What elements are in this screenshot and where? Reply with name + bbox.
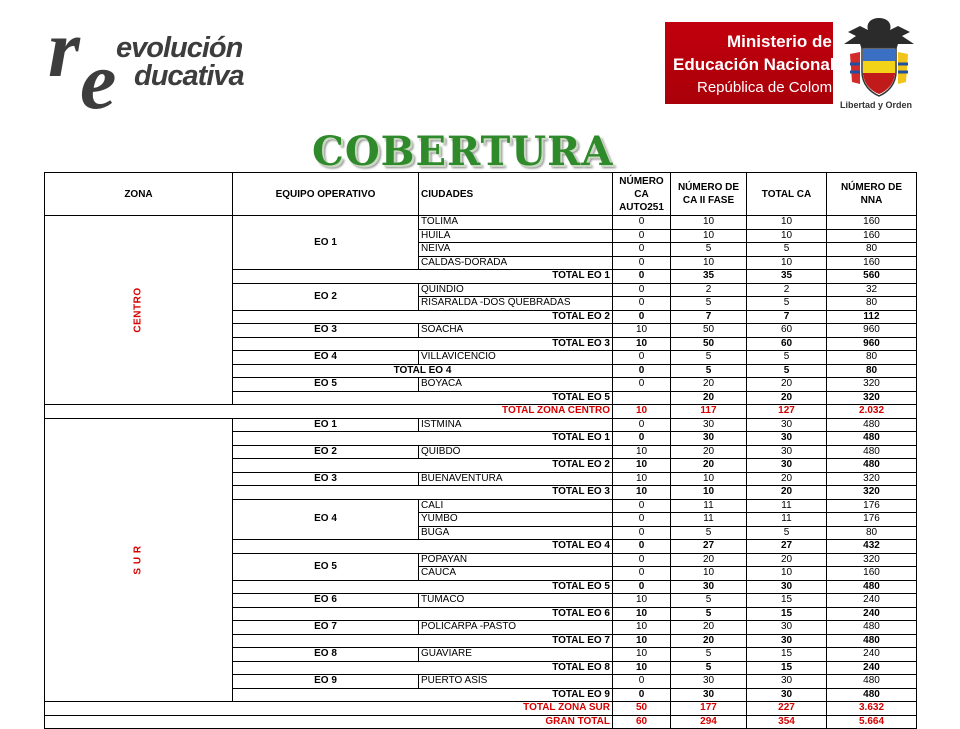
value-cell: 0	[613, 283, 671, 297]
city-cell: RISARALDA -DOS QUEBRADAS	[419, 297, 613, 311]
value-cell: 480	[827, 634, 917, 648]
grand-total-row	[45, 715, 917, 729]
city-cell: QUIBDÓ	[419, 445, 613, 459]
ministry-line-1: Ministerio de	[727, 32, 832, 51]
value-cell	[613, 391, 671, 405]
subtotal-label: TOTAL EO 9	[233, 688, 613, 702]
value-cell: 11	[747, 499, 827, 513]
value-cell: 480	[827, 459, 917, 473]
city-cell: BUENAVENTURA	[419, 472, 613, 486]
value-cell: 0	[613, 229, 671, 243]
value-cell: 20	[671, 621, 747, 635]
value-cell: 50	[671, 337, 747, 351]
value-cell: 5	[671, 351, 747, 365]
value-cell: 240	[827, 661, 917, 675]
logo-letter-r: r	[48, 3, 80, 94]
value-cell: 160	[827, 229, 917, 243]
value-cell: 5	[671, 594, 747, 608]
value-cell: 10	[747, 216, 827, 230]
value-cell: 0	[613, 243, 671, 257]
eo-cell: EO 2	[233, 283, 419, 310]
subtotal-label: TOTAL EO 5	[233, 580, 613, 594]
value-cell: 50	[671, 324, 747, 338]
value-cell: 960	[827, 337, 917, 351]
value-cell: 10	[747, 567, 827, 581]
subtotal-label: TOTAL EO 3	[233, 337, 613, 351]
value-cell: 20	[747, 391, 827, 405]
value-cell: 10	[613, 661, 671, 675]
value-cell: 30	[671, 580, 747, 594]
value-cell: 20	[747, 486, 827, 500]
value-cell: 35	[671, 270, 747, 284]
city-cell: NEIVA	[419, 243, 613, 257]
value-cell: 177	[671, 702, 747, 716]
value-cell: 10	[671, 472, 747, 486]
value-cell: 15	[747, 648, 827, 662]
eo-cell: EO 2	[233, 445, 419, 459]
ministry-logo	[665, 22, 853, 104]
value-cell: 227	[747, 702, 827, 716]
value-cell: 11	[747, 513, 827, 527]
value-cell: 0	[613, 513, 671, 527]
value-cell: 10	[671, 229, 747, 243]
value-cell: 2	[671, 283, 747, 297]
value-cell: 30	[747, 459, 827, 473]
city-cell: TUMACO	[419, 594, 613, 608]
subtotal-label: TOTAL EO 5	[233, 391, 613, 405]
city-cell: ISTMINA	[419, 418, 613, 432]
value-cell: 5	[747, 526, 827, 540]
value-cell: 20	[671, 634, 747, 648]
value-cell: 320	[827, 472, 917, 486]
value-cell: 5	[747, 243, 827, 257]
value-cell: 0	[613, 540, 671, 554]
value-cell: 480	[827, 580, 917, 594]
value-cell: 11	[671, 513, 747, 527]
value-cell: 5	[671, 526, 747, 540]
subtotal-label: TOTAL EO 4	[233, 364, 613, 378]
crest-motto: Libertad y Orden	[840, 100, 913, 110]
table-row	[45, 216, 917, 230]
value-cell: 0	[613, 567, 671, 581]
value-cell: 11	[671, 499, 747, 513]
value-cell: 10	[613, 594, 671, 608]
value-cell: 10	[613, 324, 671, 338]
zone-total-row	[45, 405, 917, 419]
subtotal-label: TOTAL EO 2	[233, 459, 613, 473]
header-total-ca: TOTAL CA	[747, 173, 827, 216]
value-cell: 60	[747, 324, 827, 338]
eo-cell: EO 5	[233, 553, 419, 580]
value-cell: 480	[827, 675, 917, 689]
value-cell: 2.032	[827, 405, 917, 419]
value-cell: 112	[827, 310, 917, 324]
logo-word-educativa: ducativa	[134, 60, 244, 92]
zone-total-row	[45, 702, 917, 716]
value-cell: 5	[747, 297, 827, 311]
value-cell: 7	[747, 310, 827, 324]
subtotal-label: TOTAL EO 3	[233, 486, 613, 500]
zone-sur-cell	[45, 418, 233, 702]
zone-sur-label: S U R	[132, 545, 144, 575]
value-cell: 50	[613, 702, 671, 716]
value-cell: 15	[747, 661, 827, 675]
ministry-line-2: Educación Nacional	[673, 55, 835, 74]
value-cell: 432	[827, 540, 917, 554]
subtotal-label: TOTAL EO 7	[233, 634, 613, 648]
revolucion-educativa-logo	[46, 3, 256, 126]
value-cell: 2	[747, 283, 827, 297]
value-cell: 0	[613, 378, 671, 392]
header-numero-ca-auto251: NÚMERO CA AUTO251	[613, 173, 671, 216]
value-cell: 320	[827, 553, 917, 567]
value-cell: 320	[827, 391, 917, 405]
value-cell: 10	[613, 459, 671, 473]
value-cell: 5	[747, 364, 827, 378]
value-cell: 480	[827, 688, 917, 702]
value-cell: 20	[747, 472, 827, 486]
page-title: COBERTURA	[312, 128, 614, 175]
value-cell: 10	[613, 648, 671, 662]
value-cell: 0	[613, 351, 671, 365]
value-cell: 5	[671, 243, 747, 257]
value-cell: 176	[827, 513, 917, 527]
value-cell: 10	[613, 472, 671, 486]
value-cell: 240	[827, 648, 917, 662]
value-cell: 10	[671, 567, 747, 581]
value-cell: 32	[827, 283, 917, 297]
subtotal-label: TOTAL EO 2	[233, 310, 613, 324]
eo-cell: EO 3	[233, 472, 419, 486]
value-cell: 30	[747, 432, 827, 446]
subtotal-label: TOTAL EO 6	[233, 607, 613, 621]
value-cell: 354	[747, 715, 827, 729]
value-cell: 0	[613, 364, 671, 378]
subtotal-label: TOTAL EO 1	[233, 270, 613, 284]
value-cell: 0	[613, 432, 671, 446]
zone-centro-cell	[45, 216, 233, 405]
value-cell: 5	[671, 661, 747, 675]
zone-total-label: TOTAL ZONA CENTRO	[45, 405, 613, 419]
value-cell: 20	[671, 391, 747, 405]
value-cell: 0	[613, 499, 671, 513]
value-cell: 0	[613, 675, 671, 689]
eo-cell: EO 7	[233, 621, 419, 635]
coverage-table	[44, 172, 917, 729]
eo-cell: EO 6	[233, 594, 419, 608]
city-cell: YUMBO	[419, 513, 613, 527]
value-cell: 0	[613, 270, 671, 284]
value-cell: 0	[613, 297, 671, 311]
value-cell: 10	[613, 621, 671, 635]
header-equipo-operativo: EQUIPO OPERATIVO	[233, 173, 419, 216]
logo-letter-e: e	[80, 35, 117, 126]
value-cell: 80	[827, 297, 917, 311]
value-cell: 320	[827, 486, 917, 500]
value-cell: 5	[671, 607, 747, 621]
value-cell: 20	[747, 378, 827, 392]
value-cell: 10	[613, 337, 671, 351]
zone-total-label: TOTAL ZONA SUR	[45, 702, 613, 716]
value-cell: 10	[671, 486, 747, 500]
city-cell: BUGA	[419, 526, 613, 540]
city-cell: CAUCA	[419, 567, 613, 581]
city-cell: POPAYAN	[419, 553, 613, 567]
city-cell: VILLAVICENCIO	[419, 351, 613, 365]
value-cell: 30	[747, 634, 827, 648]
value-cell: 0	[613, 580, 671, 594]
value-cell: 10	[747, 256, 827, 270]
value-cell: 0	[613, 256, 671, 270]
value-cell: 20	[671, 378, 747, 392]
value-cell: 15	[747, 594, 827, 608]
value-cell: 0	[613, 418, 671, 432]
value-cell: 7	[671, 310, 747, 324]
value-cell: 160	[827, 256, 917, 270]
value-cell: 294	[671, 715, 747, 729]
value-cell: 5	[747, 351, 827, 365]
value-cell: 30	[747, 418, 827, 432]
value-cell: 20	[671, 459, 747, 473]
value-cell: 20	[747, 553, 827, 567]
logo-word-revolucion: evolución	[116, 32, 243, 64]
header-numero-nna: NÚMERO DE NNA	[827, 173, 917, 216]
city-cell: HUILA	[419, 229, 613, 243]
value-cell: 80	[827, 351, 917, 365]
city-cell: BOYACÁ	[419, 378, 613, 392]
value-cell: 10	[747, 229, 827, 243]
value-cell: 176	[827, 499, 917, 513]
value-cell: 80	[827, 526, 917, 540]
value-cell: 10	[613, 607, 671, 621]
value-cell: 480	[827, 432, 917, 446]
value-cell: 480	[827, 418, 917, 432]
value-cell: 320	[827, 378, 917, 392]
ministry-line-3: República de Colombia	[697, 79, 853, 96]
value-cell: 127	[747, 405, 827, 419]
value-cell: 15	[747, 607, 827, 621]
value-cell: 960	[827, 324, 917, 338]
value-cell: 30	[747, 445, 827, 459]
eo-cell: EO 5	[233, 378, 419, 392]
value-cell: 160	[827, 567, 917, 581]
colombia-coat-of-arms	[840, 14, 918, 114]
subtotal-label: TOTAL EO 1	[233, 432, 613, 446]
value-cell: 560	[827, 270, 917, 284]
value-cell: 10	[671, 256, 747, 270]
value-cell: 30	[671, 675, 747, 689]
value-cell: 30	[671, 418, 747, 432]
table-header-row	[45, 173, 917, 216]
value-cell: 20	[671, 445, 747, 459]
value-cell: 480	[827, 445, 917, 459]
value-cell: 117	[671, 405, 747, 419]
value-cell: 3.632	[827, 702, 917, 716]
value-cell: 80	[827, 364, 917, 378]
table-row	[45, 418, 917, 432]
subtotal-label: TOTAL EO 4	[233, 540, 613, 554]
value-cell: 5.664	[827, 715, 917, 729]
header-numero-ca-ii-fase: NÚMERO DE CA II FASE	[671, 173, 747, 216]
value-cell: 10	[613, 486, 671, 500]
value-cell: 0	[613, 526, 671, 540]
grand-total-label: GRAN TOTAL	[45, 715, 613, 729]
value-cell: 30	[747, 580, 827, 594]
city-cell: GUAVIARE	[419, 648, 613, 662]
value-cell: 30	[671, 688, 747, 702]
city-cell: SOACHA	[419, 324, 613, 338]
value-cell: 160	[827, 216, 917, 230]
condor-shield-icon	[840, 14, 918, 100]
eo-cell: EO 1	[233, 418, 419, 432]
value-cell: 35	[747, 270, 827, 284]
value-cell: 5	[671, 648, 747, 662]
value-cell: 60	[613, 715, 671, 729]
header-zona: ZONA	[45, 173, 233, 216]
value-cell: 0	[613, 216, 671, 230]
value-cell: 60	[747, 337, 827, 351]
value-cell: 30	[747, 688, 827, 702]
city-cell: CALDAS-DORADA	[419, 256, 613, 270]
value-cell: 10	[613, 405, 671, 419]
city-cell: CALI	[419, 499, 613, 513]
eo-cell: EO 3	[233, 324, 419, 338]
value-cell: 30	[671, 432, 747, 446]
value-cell: 5	[671, 297, 747, 311]
value-cell: 240	[827, 607, 917, 621]
value-cell: 27	[747, 540, 827, 554]
city-cell: PUERTO ASÍS	[419, 675, 613, 689]
zone-centro-label: CENTRO	[132, 287, 144, 333]
subtotal-label: TOTAL EO 8	[233, 661, 613, 675]
city-cell: TOLIMA	[419, 216, 613, 230]
value-cell: 0	[613, 310, 671, 324]
value-cell: 0	[613, 553, 671, 567]
value-cell: 240	[827, 594, 917, 608]
value-cell: 20	[671, 553, 747, 567]
value-cell: 27	[671, 540, 747, 554]
value-cell: 0	[613, 688, 671, 702]
value-cell: 10	[671, 216, 747, 230]
city-cell: POLICARPA -PASTO	[419, 621, 613, 635]
value-cell: 480	[827, 621, 917, 635]
header-ciudades: CIUDADES	[419, 173, 613, 216]
city-cell: QUINDIO	[419, 283, 613, 297]
value-cell: 5	[671, 364, 747, 378]
eo-cell: EO 8	[233, 648, 419, 662]
value-cell: 80	[827, 243, 917, 257]
value-cell: 10	[613, 634, 671, 648]
value-cell: 30	[747, 675, 827, 689]
eo-cell: EO 9	[233, 675, 419, 689]
eo-cell: EO 4	[233, 351, 419, 365]
eo-cell: EO 4	[233, 499, 419, 540]
value-cell: 30	[747, 621, 827, 635]
eo-cell: EO 1	[233, 216, 419, 270]
value-cell: 10	[613, 445, 671, 459]
